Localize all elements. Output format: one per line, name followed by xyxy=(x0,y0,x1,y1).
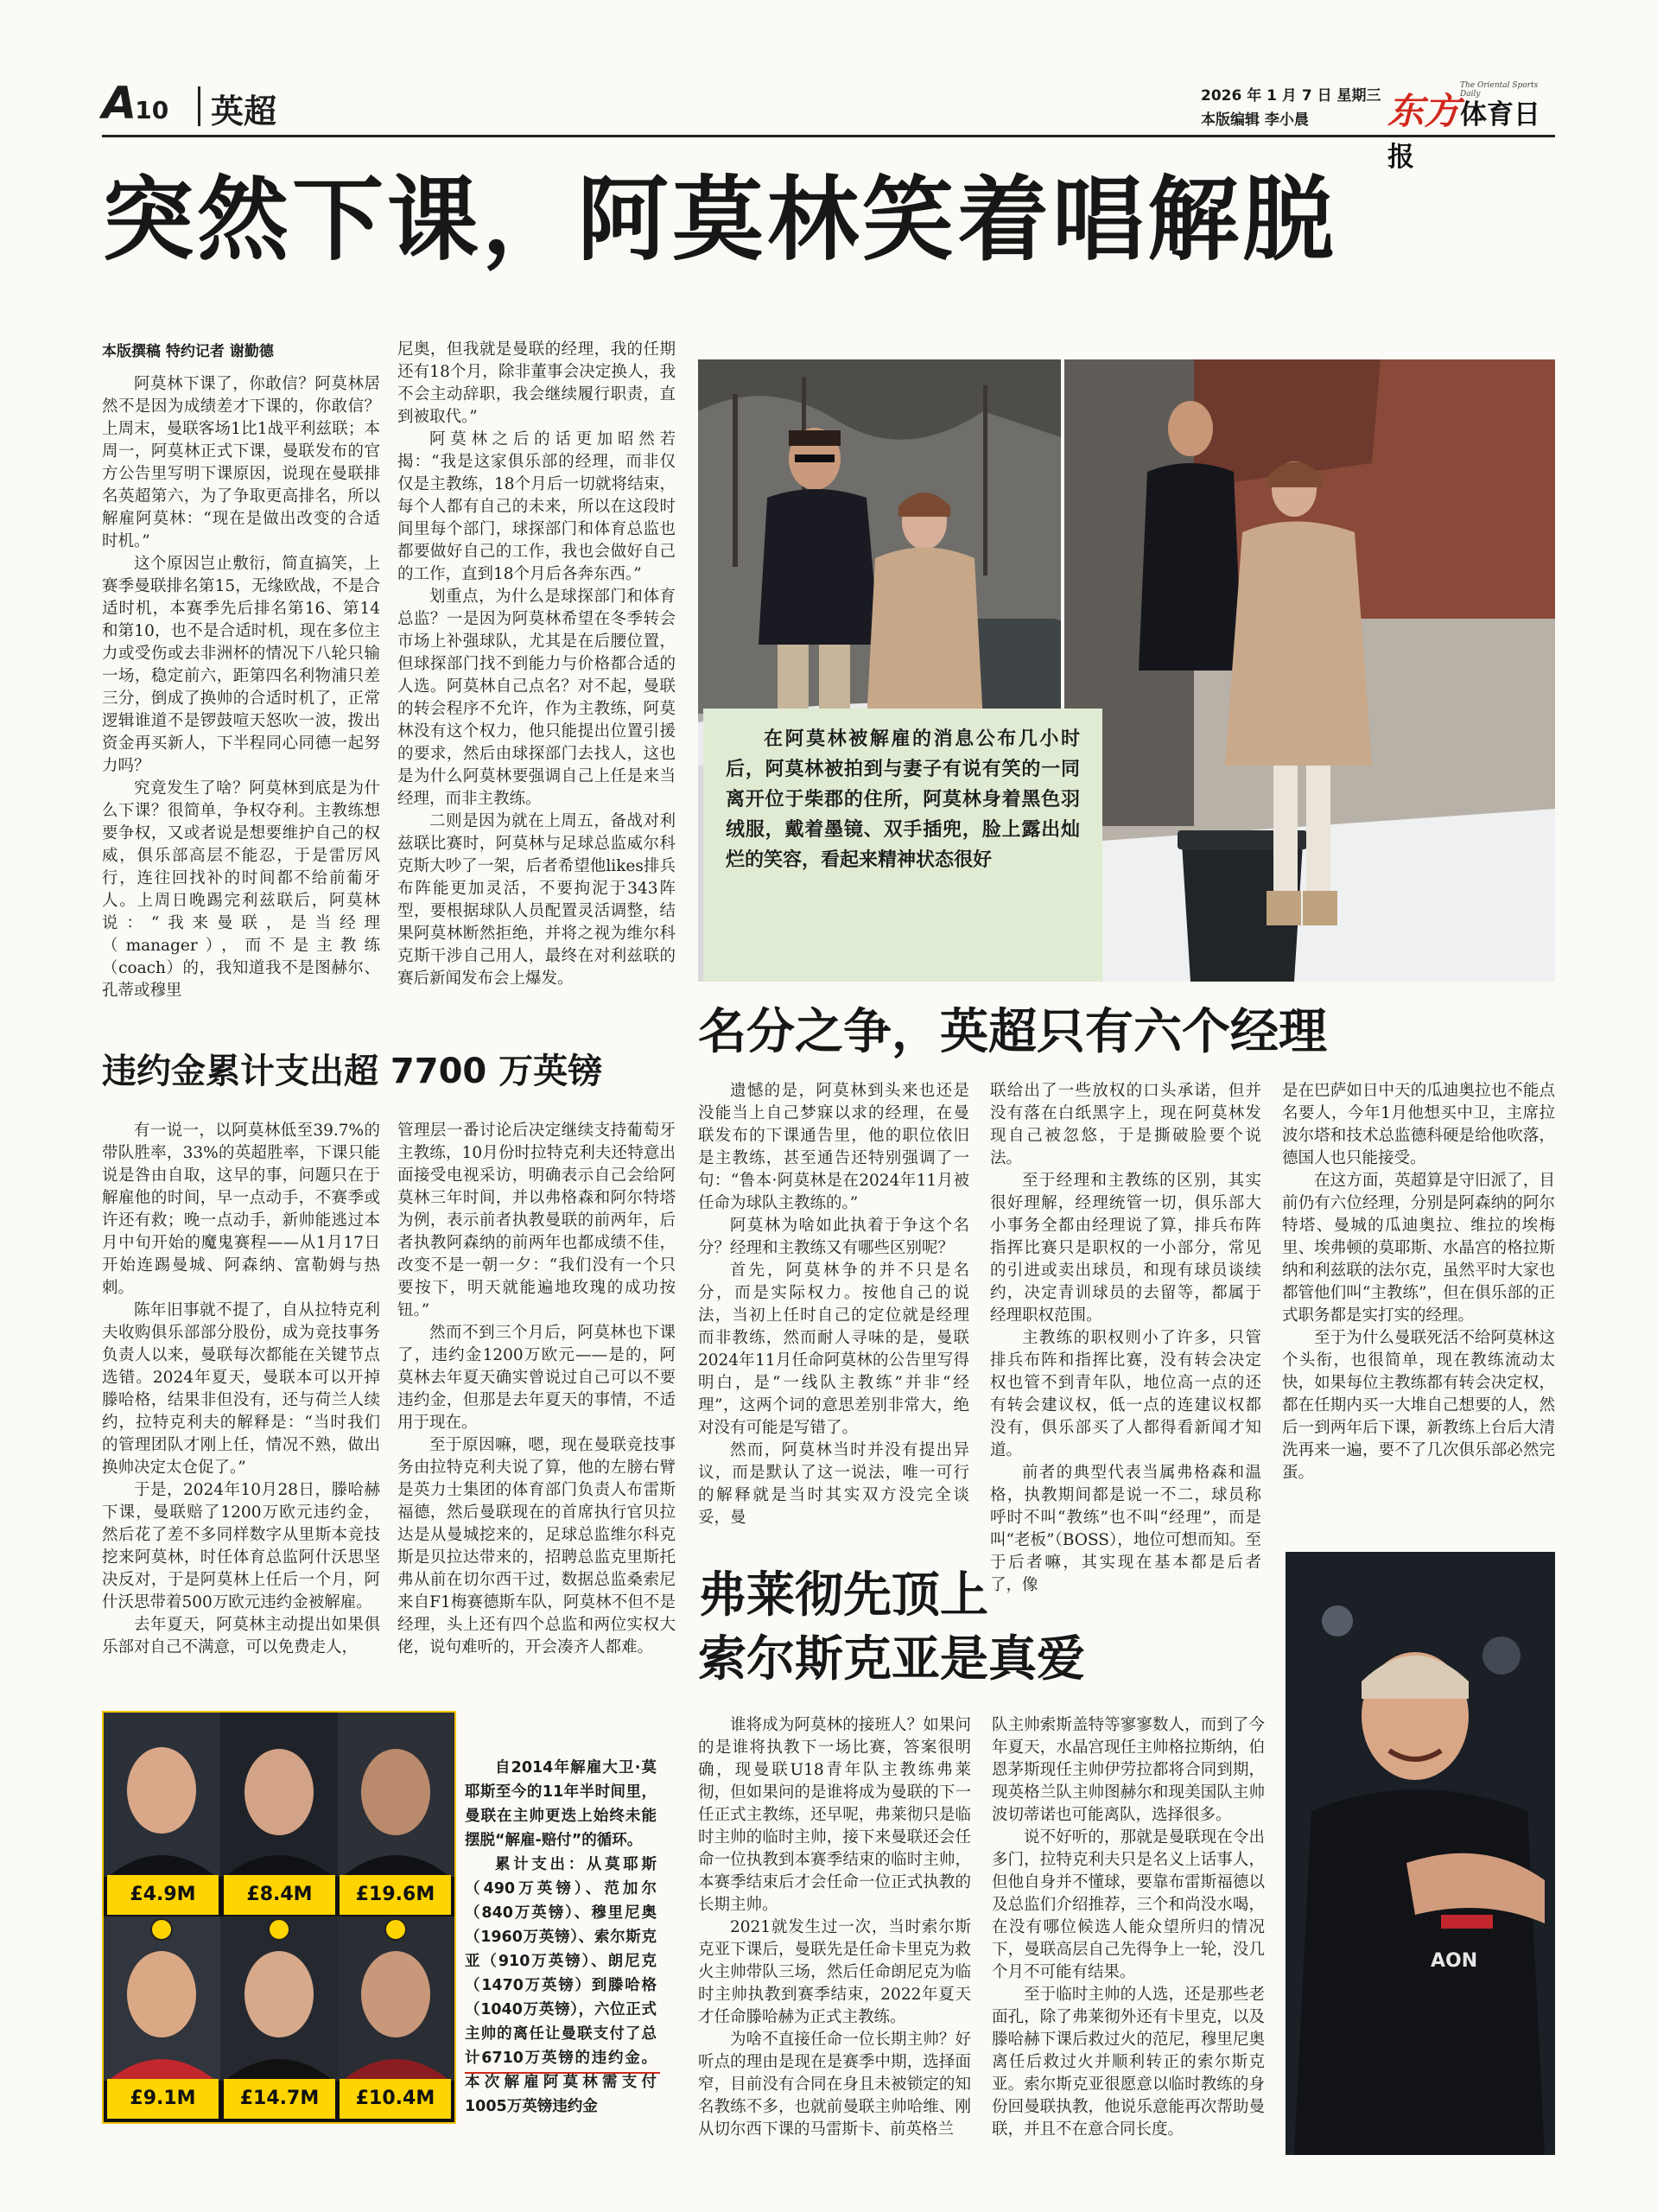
paragraph: 至于为什么曼联死活不给阿莫林这个头衔，也很简单，现在教练流动太快，如果每位主教练都有转会决定权，都在任期内买一大堆自己想要的人，然后一到两年后下课，新教练上台后大清洗再来一遍，要不了几次俱乐部必然完蛋。 xyxy=(1282,1329,1555,1482)
paragraph: 阿莫林为啥如此执着于争这个名分？经理和主教练又有哪些区别呢？ xyxy=(698,1217,969,1257)
article-column-9 xyxy=(992,1714,1265,2141)
paragraph: 自2014年解雇大卫·莫耶斯至今的11年半时间里，曼联在主帅更迭上始终未能摆脱“解雇-赔付”的循环。 xyxy=(465,1759,657,1849)
paragraph: 究竟发生了啥？阿莫林到底是为什么下课？很简单，争权夺利。主教练想要争权，又或者说是想要维护自己的权威，俱乐部高层不能忍，于是雷厉风行，连往回找补的时间都不给前葡牙人。上周日晚踢完利兹联后，阿莫林说：“我来曼联，是当经理（manager），而不是主教练（coach）的，我知道我不是图赫尔、孔蒂或穆里 xyxy=(102,779,380,1000)
page-number: 10 xyxy=(135,96,169,124)
box-underline xyxy=(465,2072,660,2074)
newspaper-logo xyxy=(1387,81,1555,173)
price-tag: £14.7M xyxy=(224,2079,335,2119)
page-code xyxy=(102,78,168,130)
caption-text: 在阿莫林被解雇的消息公布几小时后，阿莫林被拍到与妻子有说有笑的一同离开位于柴郡的住所，阿莫林身着黑色羽绒服，戴着墨镜、双手插兜，脸上露出灿烂的笑容，看起来精神状态很好 xyxy=(726,728,1080,871)
paragraph: 至于经理和主教练的区别，其实很好理解，经理统管一切，俱乐部大小事务全都由经理说了算，排兵布阵指挥比赛只是职权的一小部分，常见的引进或卖出球员，和现有球员谈续约，决定青训球员的去留等，都属于经理职权范围。 xyxy=(990,1172,1261,1325)
paragraph: 是在巴萨如日中天的瓜迪奥拉也不能点名要人，今年1月他想买中卫，主席拉波尔塔和技术总监德科硬是给他吹落，德国人也只能接受。 xyxy=(1282,1082,1555,1167)
paragraph: 阿莫林下课了，你敢信？阿莫林居然不是因为成绩差才下课的，你敢信？上周末，曼联客场1比1战平利兹联；本周一，阿莫林正式下课，曼联发布的官方公告里写明下课原因，说现在曼联排名英超第六，为了争取更高排名，所以解雇阿莫林：“现在是做出改变的合适时机。” xyxy=(102,375,380,550)
price-tag: £8.4M xyxy=(224,1875,335,1915)
paragraph: 陈年旧事就不提了，自从拉特克利夫收购俱乐部部分股份，成为竞技事务负责人以来，曼联每次都能在关键节点选错。2024年夏天，曼联本可以开掉滕哈格，结果非但没有，还与荷兰人续约，拉特克利夫的解释是：“当时我们的管理团队才刚上任，情况不熟，做出换帅决定太仓促了。” xyxy=(102,1301,380,1477)
paragraph: 谁将成为阿莫林的接班人？如果问的是谁将执教下一场比赛，答案很明确，现曼联U18青年队主教练弗莱彻，但如果问的是谁将成为曼联的下一任正式主教练，还早呢，弗莱彻只是临时主帅的临时主帅，接下来曼联还会任命一位执教到本赛季结束的临时主帅，本赛季结束后才会任命一位正式执教的长期主帅。 xyxy=(698,1716,971,1914)
paragraph: 联给出了一些放权的口头承诺，但并没有落在白纸黑字上，现在阿莫林发现自己被忽悠，于是撕破脸要个说法。 xyxy=(990,1082,1261,1167)
paragraph: 划重点，为什么是球探部门和体育总监？一是因为阿莫林希望在冬季转会市场上补强球队，尤其是在后腰位置，但球探部门找不到能力与价格都合适的人选。阿莫林自己点名？对不起，曼联的转会程序不允许，作为主教练，阿莫林没有这个权力，他只能提出位置引援的要求，然后由球探部门去找人，这也是为什么阿莫林要强调自己上任是来当经理，而非主教练。 xyxy=(397,588,676,808)
paragraph: 遗憾的是，阿莫林到头来也还是没能当上自己梦寐以求的经理，在曼联发布的下课通告里，他的职位依旧是主教练，甚至通告还特别强调了一句：“鲁本·阿莫林是在2024年11月被任命为球队主教练的。” xyxy=(698,1082,969,1212)
managers-collage xyxy=(102,1711,456,2124)
managers-collage-art xyxy=(104,1713,454,2122)
solskjaer-photo xyxy=(1286,1552,1555,2155)
article-column-1 xyxy=(102,373,380,1002)
paragraph: 至于临时主帅的人选，还是那些老面孔，除了弗莱彻外还有卡里克，以及滕哈赫下课后救过火的范尼，穆里尼奥离任后救过火并顺利转正的索尔斯克亚。索尔斯克亚很愿意以临时教练的身份回曼联执教，他说乐意能再次帮助曼联，并且不在意合同长度。 xyxy=(992,1986,1265,2139)
football-icon xyxy=(268,1918,290,1941)
price-tag: £9.1M xyxy=(107,2079,219,2119)
article-column-3 xyxy=(102,1120,380,1659)
paragraph: 首先，阿莫林争的并不只是名分，而是实际权力。按他自己的说法，当初上任时自己的定位就是经理而非教练，然而耐人寻味的是，曼联2024年11月任命阿莫林的公告里写得明白，是“一线队主教练”并非“经理”，这两个词的意思差别非常大，绝对没有可能是写错了。 xyxy=(698,1262,969,1437)
paragraph: 队主帅索斯盖特等寥寥数人，而到了今年夏天，水晶宫现任主帅格拉斯纳，伯恩茅斯现任主帅伊劳拉都将合同到期，现英格兰队主帅图赫尔和现美国队主帅波切蒂诺也可能离队，选择很多。 xyxy=(992,1716,1265,1824)
main-headline: 突然下课，阿莫林笑着唱解脱 xyxy=(102,167,1337,273)
solskjaer-photo-illustration xyxy=(1286,1552,1555,2155)
paragraph: 这个原因岂止敷衍，简直搞笑，上赛季曼联排名第15，无缘欧战，不是合适时机，本赛季先后排名第16、第14和第10，也不是合适时机，现在多位主力或受伤或去非洲杯的情况下八轮只输一场，稳定前六，距第四名利物浦只差三分，倒成了换帅的合适时机了，正常逻辑谁道不是锣鼓喧天怒吹一波，拨出资金再买新人，下半程同心同德一起努力吗？ xyxy=(102,555,380,775)
subheading-title-dispute: 名分之争，英超只有六个经理 xyxy=(698,1004,1327,1060)
subheading-line: 索尔斯克亚是真爱 xyxy=(698,1631,1085,1688)
paragraph: 于是，2024年10月28日，滕哈赫下课，曼联赔了1200万欧元违约金，然后花了差不多同样数字从里斯本竞技挖来阿莫林，时任体育总监阿什沃思坚决反对，于是阿莫林上任后一个月，阿什沃思带着500万欧元违约金被解雇。 xyxy=(102,1481,380,1611)
paragraph: 有一说一，以阿莫林低至39.7%的带队胜率，33%的英超胜率，下课只能说是咎由自取，这早的事，问题只在于解雇他的时间，早一点动手，不赛季或许还有救；晚一点动手，新帅能逃过本月中旬开始的魔鬼赛程——从1月17日开始连踢曼城、阿森纳、富勒姆与热刺。 xyxy=(102,1122,380,1297)
paragraph: 为啥不直接任命一位长期主帅？好听点的理由是现在是赛季中期，选择面窄，目前没有合同在身且未被锁定的知名教练不多，也就前曼联主帅哈维、刚从切尔西下课的马雷斯卡、前英格兰 xyxy=(698,2031,971,2139)
section-name: 英超 xyxy=(211,92,277,130)
paragraph: 累计支出：从莫耶斯（490万英镑）、范加尔（840万英镑）、穆里尼奥（1960万英镑）、索尔斯克亚（910万英镑）、朗尼克（1470万英镑）到滕哈格（1040万英镑），六位正式主帅的离任让曼联支付了总计6710万英镑的违约金。本次解雇阿莫林需支付1005万英镑违约金 xyxy=(465,1856,657,2115)
penalty-cost-box xyxy=(465,1756,657,2119)
paragraph: 去年夏天，阿莫林主动提出如果俱乐部对自己不满意，可以免费走人， xyxy=(102,1616,380,1656)
svg-text:AON: AON xyxy=(1431,1950,1478,1972)
paragraph: 2021就发生过一次，当时索尔斯克亚下课后，曼联先是任命卡里克为救火主帅带队三场，然后任命朗尼克为临时主帅执教到赛季结束，2022年夏天才任命滕哈赫为正式主教练。 xyxy=(698,1918,971,2026)
article-column-7 xyxy=(1282,1080,1555,1484)
price-tag: £10.4M xyxy=(340,2079,451,2119)
paragraph: 尼奥，但我就是曼联的经理，我的任期还有18个月，除非董事会决定换人，我不会主动辞职，我会继续履行职责，直到被取代。” xyxy=(397,340,676,426)
page-editor: 本版编辑 李小晨 xyxy=(1201,111,1309,129)
article-column-4 xyxy=(397,1120,676,1659)
article-column-6 xyxy=(990,1080,1261,1597)
paragraph: 阿莫林之后的话更加昭然若揭：“我是这家俱乐部的经理，而非仅仅是主教练，18个月后一切就将结束，每个人都有自己的未来，所以在这段时间里每个部门，球探部门和体育总监也都要做好自己的工作，我也会做好自己的工作，直到18个月后各奔东西。” xyxy=(397,430,676,583)
paragraph: 主教练的职权则小了许多，只管排兵布阵和指挥比赛，没有转会决定权也管不到青年队，地位高一点的还有转会建议权，低一点的连建议权都没有，俱乐部买了人都得看新闻才知道。 xyxy=(990,1329,1261,1459)
paragraph: 说不好听的，那就是曼联现在令出多门，拉特克利夫只是名义上话事人，但他自身并不懂球，要靠布雷斯福德以及总监们介绍推荐，三个和尚没水喝，在没有哪位候选人能众望所归的情况下，曼联高层自己先得争上一轮，没几个月不可能有结果。 xyxy=(992,1828,1265,1981)
subheading-fletcher xyxy=(698,1564,1085,1692)
football-icon xyxy=(384,1918,407,1941)
article-column-5 xyxy=(698,1080,969,1529)
subheading-line: 弗莱彻先顶上 xyxy=(698,1567,988,1624)
logo-black-text: 体育日报 xyxy=(1387,99,1541,173)
paragraph: 管理层一番讨论后决定继续支持葡萄牙主教练，10月份时拉特克利夫还特意出面接受电视采访，明确表示自己会给阿莫林三年时间，并以弗格森和阿尔特塔为例，表示前者执教曼联的前两年，后者执教阿森纳的前两年也都成绩不佳，改变不是一朝一夕：“我们没有一个只要按下，明天就能遍地玫瑰的成功按钮。” xyxy=(397,1122,676,1319)
issue-date: 2026 年 1 月 7 日 星期三 xyxy=(1201,87,1381,105)
paragraph: 在这方面，英超算是守旧派了，目前仍有六位经理，分别是阿森纳的阿尔特塔、曼城的瓜迪奥拉、维拉的埃梅里、埃弗顿的莫耶斯、水晶宫的格拉斯纳和利兹联的法尔克，虽然平时大家也都管他们叫“主教练”，但在俱乐部的正式职务都是实打实的经理。 xyxy=(1282,1172,1555,1325)
paragraph: 然而，阿莫林当时并没有提出异议，而是默认了这一说法，唯一可行的解释就是当时其实双方没完全谈妥，曼 xyxy=(698,1441,969,1527)
masthead-divider xyxy=(198,86,200,126)
paragraph: 二则是因为就在上周五，备战对利兹联比赛时，阿莫林与足球总监威尔科克斯大吵了一架，后者希望他likes排兵布阵能更加灵活，不要拘泥于343阵型，要根据球队人员配置灵活调整，结果阿莫林断然拒绝，并将之视为维尔科克斯干涉自己用人，最终在对利兹联的赛后新闻发布会上爆发。 xyxy=(397,812,676,988)
price-tag: £4.9M xyxy=(107,1875,219,1915)
article-column-2 xyxy=(397,339,676,990)
byline: 本版撰稿 特约记者 谢勤德 xyxy=(102,343,274,360)
paragraph: 前者的典型代表当属弗格森和温格，执教期间都是说一不二，球员称呼时不叫“教练”也不叫“经理”，而是叫“老板”（BOSS），地位可想而知。至于后者嘛，其实现在基本都是后者了，像 xyxy=(990,1464,1261,1594)
page-letter: A xyxy=(102,78,136,130)
photo-caption xyxy=(703,709,1102,982)
price-tag: £19.6M xyxy=(340,1875,451,1915)
logo-english: The Oriental Sports Daily xyxy=(1460,81,1539,99)
paragraph: 然而不到三个月后，阿莫林也下课了，违约金1200万欧元——是的，阿莫林去年夏天确实曾说过自己可以不要违约金，但那是去年夏天的事情，不适用于现在。 xyxy=(397,1324,676,1432)
paragraph: 至于原因嘛，嗯，现在曼联竞技事务由拉特克利夫说了算，他的左膀右臂是英力士集团的体育部门负责人布雷斯福德，然后曼联现在的首席执行官贝拉达是从曼城挖来的，足球总监维尔科克斯是贝拉达带来的，招聘总监克里斯托弗从前在切尔西干过，数据总监桑索尼来自F1梅赛德斯车队，阿莫林不但不是经理，头上还有四个总监和两位实权大佬，说句难听的，开会凑齐人都难。 xyxy=(397,1436,676,1656)
football-icon xyxy=(150,1918,173,1941)
logo-red-text: 东方 xyxy=(1387,90,1461,132)
article-column-8 xyxy=(698,1714,971,2141)
subheading-penalty: 违约金累计支出超 7700 万英镑 xyxy=(102,1052,603,1091)
masthead-rule xyxy=(102,135,1555,137)
